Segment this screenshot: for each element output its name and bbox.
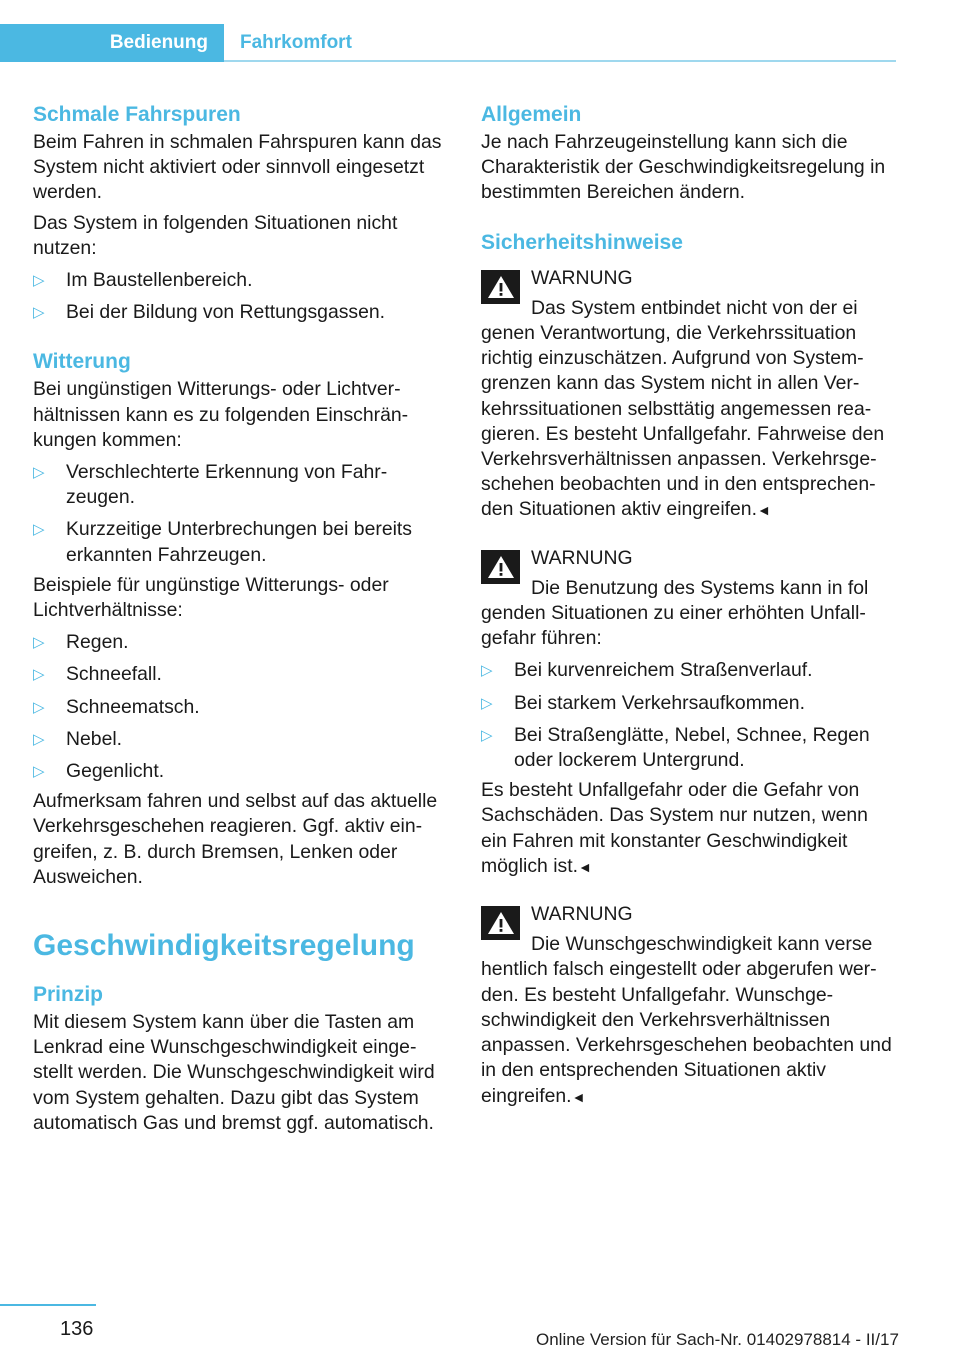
bullet-triangle-icon: ▷: [33, 521, 45, 539]
list-item: [481, 691, 896, 716]
list-item-text: Schneematsch.: [66, 695, 200, 718]
list-item-text: Verschlechterte Erkennung von Fahrzeugen.: [66, 461, 388, 509]
paragraph-witterung: Bei ungünstigen Witterungs- oder Lichtverhältnissen kann es zu folgenden Einschränkungen kommen:: [33, 378, 409, 451]
heading-schmale-fahrspuren: Schmale Fahrspuren: [33, 103, 241, 126]
heading-witterung: Witterung: [33, 350, 131, 374]
list-item: [33, 300, 449, 325]
list-item-text: Bei kurvenreichem Straßenverlauf.: [514, 659, 813, 682]
list-einschraenkungen: [33, 460, 449, 568]
footer-rule: [0, 1304, 96, 1306]
list-item-text: Regen.: [66, 631, 129, 654]
warning-block-3: [481, 902, 896, 1110]
list-item: [33, 759, 449, 784]
list-item: [33, 460, 449, 510]
list-item: [33, 517, 449, 567]
warning-1-text-body: genen Verantwortung, die Verkehrssituation richtig einzuschätzen. Aufgrund von Systemgrenzen kann das System nicht in allen Verkehrssituationen selbsttätig angemessen reagieren. Es besteht Unfallgefahr. Fahrweise den Verkehrsverhältnissen anpassen. Verkehrsgeschehen beobachten und in den entsprechenden Situationen aktiv eingreifen.: [481, 322, 885, 521]
tab-bedienung: [0, 24, 224, 62]
paragraph-prinzip: Mit diesem System kann über die Tasten am Lenkrad eine Wunschgeschwindigkeit eingestellt werden. Die Wunschgeschwindigkeit wird vom System gehalten. Dazu gibt das System automatisch Gas und bremst ggf. automatisch.: [33, 1011, 435, 1134]
tab-bedienung-label: Bedienung: [109, 32, 208, 53]
warning-triangle-icon: [481, 550, 520, 584]
list-beispiele: [33, 630, 449, 784]
page-number: 136: [60, 1318, 94, 1340]
warning-1-first-line: Das System entbindet nicht von der ei: [531, 296, 858, 319]
list-item: [481, 658, 896, 683]
warning-2-text: genden Situationen zu einer erhöhten Unfallgefahr führen:: [481, 602, 866, 650]
list-item-text: Kurzzeitige Unterbrechungen bei bereits erkannten Fahrzeugen.: [66, 518, 413, 566]
bullet-triangle-icon: ▷: [481, 662, 493, 680]
list-item-text: Bei der Bildung von Rettungsgassen.: [66, 301, 386, 324]
heading-geschwindigkeitsregelung: Geschwindigkeitsregelung: [33, 929, 415, 963]
bullet-triangle-icon: ▷: [33, 272, 45, 290]
warning-label: WARNUNG: [531, 903, 633, 926]
warning-triangle-icon: [481, 270, 520, 304]
list-item-text: Nebel.: [66, 727, 123, 750]
list-situationen: [33, 268, 449, 325]
heading-allgemein: Allgemein: [481, 103, 582, 126]
heading-sicherheitshinweise: Sicherheitshinweise: [481, 230, 683, 254]
header-rule: [224, 60, 896, 62]
list-warnung-2: [481, 658, 896, 773]
warning-label: WARNUNG: [531, 546, 633, 569]
list-item: [33, 727, 449, 752]
bullet-triangle-icon: ▷: [33, 634, 45, 652]
footer-online-version: Online Version für Sach-Nr. 01402978814 - II/17: [536, 1330, 899, 1349]
bullet-triangle-icon: ▷: [33, 304, 45, 322]
list-item-text: Schneefall.: [66, 663, 162, 686]
right-column: [481, 100, 896, 1110]
left-column: [33, 100, 449, 1136]
end-marker-icon: ◄: [571, 1088, 586, 1105]
list-item-text: Gegenlicht.: [66, 760, 165, 783]
list-item: [33, 268, 449, 293]
warning-block-2: [481, 546, 896, 880]
list-item: [33, 662, 449, 687]
end-marker-icon: ◄: [577, 858, 592, 875]
warning-1-text: [481, 321, 896, 524]
warning-2-end-text: [481, 778, 896, 880]
tab-fahrkomfort: [240, 24, 352, 62]
warning-3-text: [481, 957, 896, 1109]
bullet-triangle-icon: ▷: [33, 763, 45, 781]
list-item-text: Im Baustellenbereich.: [66, 269, 253, 292]
paragraph-aufmerksam: Aufmerksam fahren und selbst auf das aktuelle Verkehrsgeschehen reagieren. Ggf. aktiv eingreifen, z. B. durch Bremsen, Lenken oder Ausweichen.: [33, 790, 438, 888]
heading-prinzip: Prinzip: [33, 983, 104, 1007]
bullet-triangle-icon: ▷: [481, 694, 493, 712]
paragraph-beispiele: Beispiele für ungünstige Witterungs- oder Lichtverhältnisse:: [33, 573, 389, 622]
list-item-text: Bei Straßenglätte, Nebel, Schnee, Regen oder lockerem Untergrund.: [514, 723, 870, 772]
warning-3-first-line: Die Wunschgeschwindigkeit kann verse: [531, 933, 873, 956]
bullet-triangle-icon: ▷: [33, 730, 45, 748]
bullet-triangle-icon: ▷: [33, 698, 45, 716]
bullet-triangle-icon: ▷: [33, 464, 45, 482]
warning-2-first-line: Die Benutzung des Systems kann in fol: [531, 576, 869, 599]
warning-2-end-body: Es besteht Unfallgefahr oder die Gefahr von Sachschäden. Das System nur nutzen, wenn ein Fahren mit konstanter Geschwindigkeit möglich ist.: [481, 779, 868, 877]
warning-triangle-icon: [481, 906, 520, 940]
paragraph-situationen: Das System in folgenden Situationen nicht nutzen:: [33, 211, 398, 259]
bullet-triangle-icon: ▷: [33, 666, 45, 684]
tab-fahrkomfort-label: Fahrkomfort: [240, 32, 352, 53]
list-item: [33, 630, 449, 655]
list-item-text: Bei starkem Verkehrsaufkommen.: [514, 691, 805, 714]
warning-block-1: [481, 266, 896, 524]
paragraph-schmale: Beim Fahren in schmalen Fahrspuren kann das System nicht aktiviert oder sinnvoll eingesetzt werden.: [33, 131, 442, 204]
bullet-triangle-icon: ▷: [481, 726, 493, 744]
list-item: [481, 723, 896, 773]
list-item: [33, 695, 449, 720]
paragraph-allgemein: Je nach Fahrzeugeinstellung kann sich die Charakteristik der Geschwindigkeitsregelung in bestimmten Bereichen ändern.: [481, 131, 886, 204]
warning-label: WARNUNG: [531, 266, 633, 289]
end-marker-icon: ◄: [756, 502, 771, 519]
warning-3-text-body: hentlich falsch eingestellt oder abgerufen werden. Es besteht Unfallgefahr. Wunschgeschwindigkeit den Verkehrsverhältnissen anpassen. Verkehrsgeschehen beobachten und in den entsprechenden Situationen aktiv eingreifen.: [481, 958, 892, 1107]
